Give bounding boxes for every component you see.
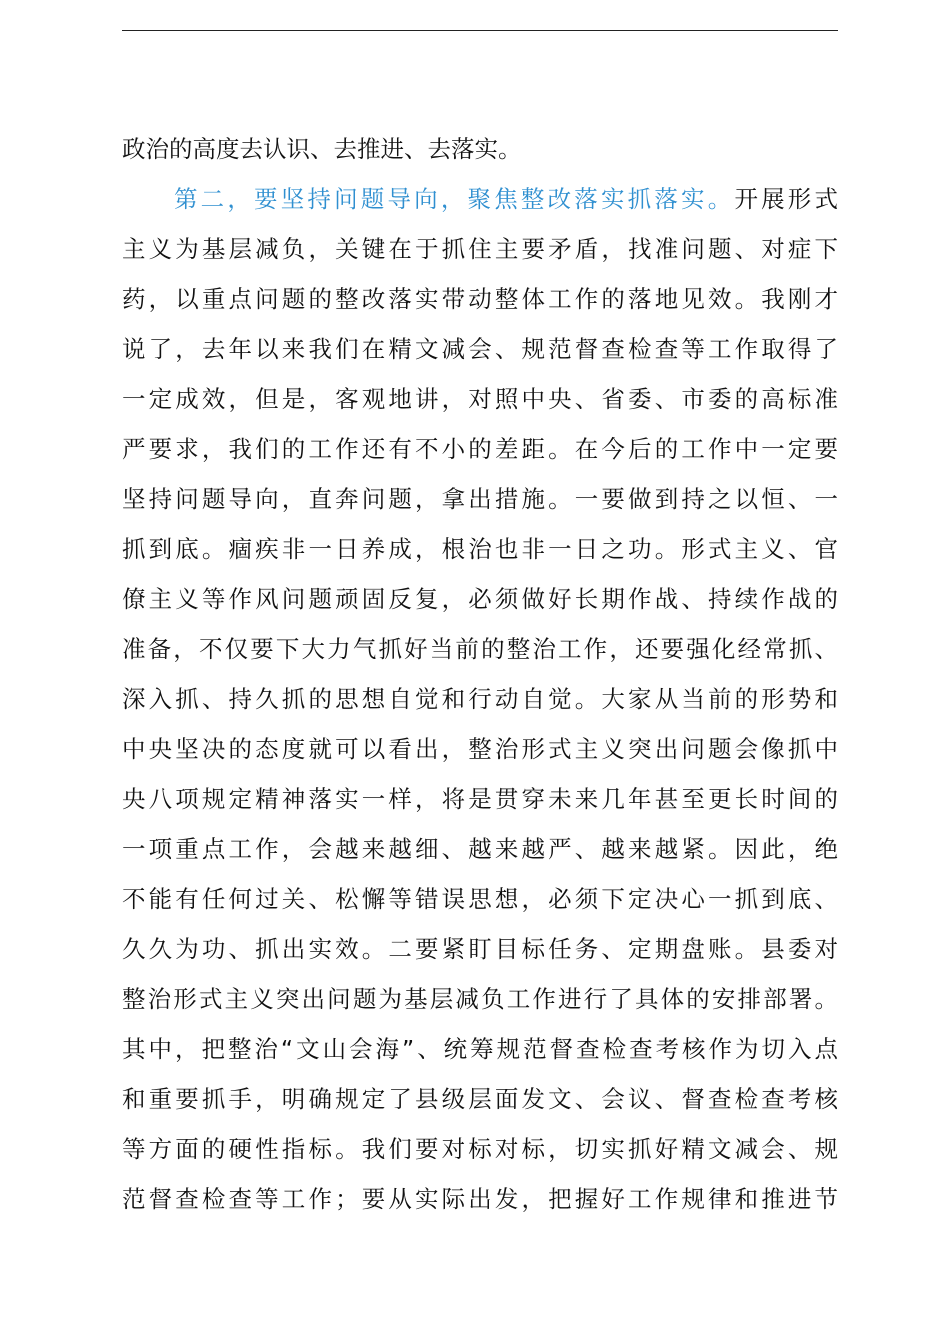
document-body bbox=[122, 124, 838, 1224]
text-line: 说了，去年以来我们在精文减会、规范督查检查等工作取得了 bbox=[122, 335, 838, 363]
text-line: 中央坚决的态度就可以看出，整治形式主义突出问题会像抓中 bbox=[122, 735, 838, 763]
text-line: 整治形式主义突出问题为基层减负工作进行了具体的安排部署。 bbox=[122, 985, 838, 1013]
text-line: 深入抓、持久抓的思想自觉和行动自觉。大家从当前的形势和 bbox=[122, 685, 838, 713]
text-line: 一定成效，但是，客观地讲，对照中央、省委、市委的高标准 bbox=[122, 385, 838, 413]
text-line: 不能有任何过关、松懈等错误思想，必须下定决心一抓到底、 bbox=[122, 885, 838, 913]
text-fragment: 开展形式 bbox=[734, 185, 838, 213]
text-line: 坚持问题导向，直奔问题，拿出措施。一要做到持之以恒、一 bbox=[122, 485, 838, 513]
text-line: 抓到底。痼疾非一日养成，根治也非一日之功。形式主义、官 bbox=[122, 535, 838, 563]
text-line: 等方面的硬性指标。我们要对标对标，切实抓好精文减会、规 bbox=[122, 1135, 838, 1163]
text-line: 僚主义等作风问题顽固反复，必须做好长期作战、持续作战的 bbox=[122, 585, 838, 613]
text-line: 准备，不仅要下大力气抓好当前的整治工作，还要强化经常抓、 bbox=[122, 635, 838, 663]
text-line: 一项重点工作，会越来越细、越来越严、越来越紧。因此，绝 bbox=[122, 835, 838, 863]
text-line: 药，以重点问题的整改落实带动整体工作的落地见效。我刚才 bbox=[122, 285, 838, 313]
text-line: 严要求，我们的工作还有不小的差距。在今后的工作中一定要 bbox=[122, 435, 838, 463]
text-line: 主义为基层减负，关键在于抓住主要矛盾，找准问题、对症下 bbox=[122, 235, 838, 263]
text-line: 和重要抓手，明确规定了县级层面发文、会议、督查检查考核 bbox=[122, 1085, 838, 1113]
section-heading: 第二，要坚持问题导向，聚焦整改落实抓落实。 bbox=[174, 185, 735, 213]
header-rule bbox=[122, 30, 838, 31]
text-line: 其中，把整治“文山会海”、统筹规范督查检查考核作为切入点 bbox=[122, 1035, 838, 1063]
text-line: 范督查检查等工作；要从实际出发，把握好工作规律和推进节 bbox=[122, 1185, 838, 1213]
paragraph-first-line bbox=[122, 174, 838, 224]
text-line: 久久为功、抓出实效。二要紧盯目标任务、定期盘账。县委对 bbox=[122, 935, 838, 963]
text-line: 政治的高度去认识、去推进、去落实。 bbox=[122, 135, 522, 163]
text-line: 央八项规定精神落实一样，将是贯穿未来几年甚至更长时间的 bbox=[122, 785, 838, 813]
